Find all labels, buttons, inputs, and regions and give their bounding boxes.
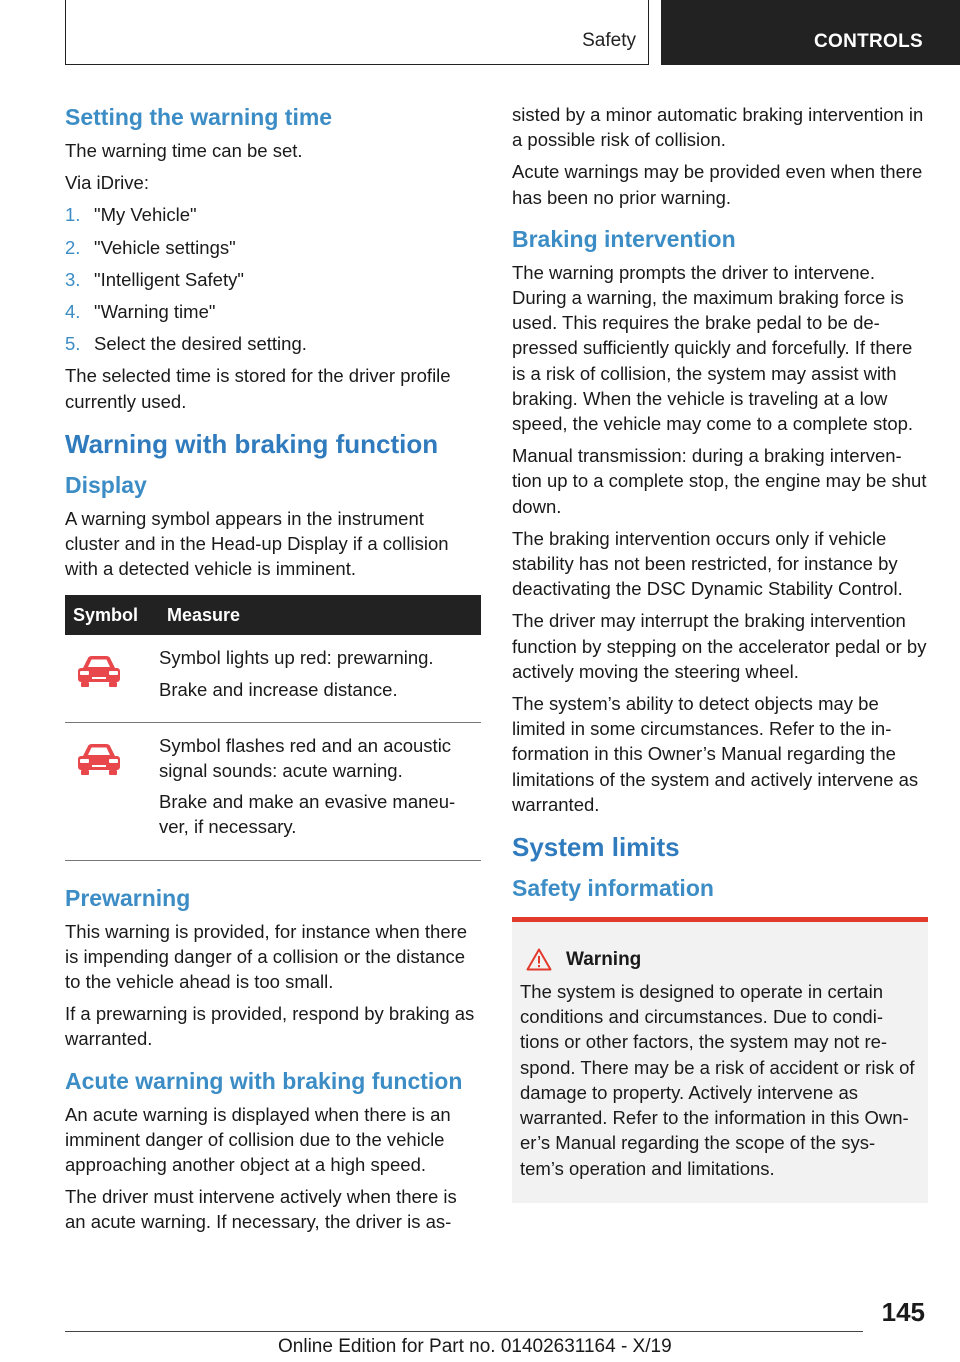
paragraph: sisted by a minor automatic braking intervention in a possible risk of collision.	[512, 104, 924, 151]
heading-setting-warning-time: Setting the warning time	[65, 104, 333, 130]
measure-text: Brake and make an evasive maneu‐ ver, if necessary.	[159, 791, 456, 838]
paragraph: Manual transmission: during a braking interven‐ tion up to a complete stop, the engine may be shut down.	[512, 445, 927, 517]
warning-triangle-icon	[526, 948, 552, 971]
heading-prewarning: Prewarning	[65, 884, 191, 911]
heading-display: Display	[65, 471, 147, 498]
car-front-icon	[75, 741, 123, 777]
heading-warning-braking-function: Warning with braking function	[65, 428, 439, 459]
paragraph: Via iDrive:	[65, 172, 149, 194]
list-item: 2. "Vehicle settings"	[65, 236, 236, 258]
list-item: 1. "My Vehicle"	[65, 204, 197, 226]
paragraph: The driver may interrupt the braking intervention function by stepping on the accelerator pedal or by actively moving the steering wheel.	[512, 610, 927, 682]
table-header-measure: Measure	[159, 595, 481, 635]
paragraph: The selected time is stored for the driver profile currently used.	[65, 365, 451, 412]
heading-system-limits: System limits	[512, 832, 680, 863]
paragraph: The warning prompts the driver to intervene. During a warning, the maximum braking force is used. This requires the brake pedal to be de‐ pressed sufficiently quickly and forcefully. If there is a risk of collision, the system may assist with braking. When the vehicle is traveling at a low speed, the vehicle may come to a complete stop.	[512, 261, 914, 435]
paragraph: The system’s ability to detect objects may be limited in some circumstances. Refer to the in‐ formation in this Owner’s Manual regarding the limitations of the system and actively intervene as warranted.	[512, 693, 919, 815]
paragraph: The warning time can be set.	[65, 140, 303, 161]
list-item: 4. "Warning time"	[65, 301, 216, 323]
paragraph: If a prewarning is provided, respond by braking as warranted.	[65, 1003, 475, 1050]
header-section-box	[65, 0, 649, 65]
list-item: 3. "Intelligent Safety"	[65, 268, 244, 290]
measure-text: Symbol lights up red: prewarning.	[159, 647, 434, 669]
heading-safety-information: Safety information	[512, 875, 714, 902]
table-row	[65, 722, 481, 860]
paragraph: This warning is provided, for instance when there is impending danger of a collision or the distance to the vehicle ahead is too small.	[65, 920, 468, 993]
car-front-icon	[75, 653, 123, 689]
header-chapter-title: CONTROLS	[814, 31, 924, 52]
warning-title: Warning	[566, 948, 642, 970]
list-item: 5. Select the desired setting.	[65, 333, 307, 355]
warning-box	[512, 917, 928, 1203]
table-header-symbol: Symbol	[65, 595, 159, 635]
right-column	[512, 102, 928, 1203]
page-number: 145	[881, 1297, 925, 1327]
paragraph: The braking intervention occurs only if vehicle stability has not been restricted, for instance by deactivating the DSC Dynamic Stability Control.	[512, 527, 903, 600]
paragraph: A warning symbol appears in the instrument cluster and in the Head-up Display if a collision with a detected vehicle is imminent.	[65, 507, 449, 580]
header-section-title: Safety	[582, 30, 636, 51]
paragraph: The driver must intervene actively when there is an acute warning. If necessary, the driver is as‐	[65, 1186, 457, 1233]
symbol-table	[65, 595, 481, 860]
measure-text: Symbol flashes red and an acoustic signal sounds: acute warning.	[159, 734, 452, 782]
table-row	[65, 635, 481, 722]
heading-braking-intervention: Braking intervention	[512, 225, 736, 252]
footer-divider	[65, 1331, 863, 1332]
warning-title-row	[520, 948, 920, 971]
paragraph: Acute warnings may be provided even when there has been no prior warning.	[512, 161, 923, 208]
idrive-steps-list	[65, 202, 481, 356]
header-chapter-tab	[661, 0, 960, 65]
measure-text: Brake and increase distance.	[159, 678, 398, 700]
footer-edition: Online Edition for Part no. 01402631164 - X/19	[278, 1336, 672, 1357]
warning-text: The system is designed to operate in certain conditions and circumstances. Due to condi‐ tions or other factors, the system may not re‐ spond. There may be a risk of accident or risk of damage to property. Actively intervene as warranted. Refer to the information in this Own‐ er’s Manual regarding the scope of the sys‐ tem’s operation and limitations.	[520, 981, 915, 1179]
paragraph: An acute warning is displayed when there is an imminent danger of collision due to the vehicle approaching another object at a high speed.	[65, 1103, 451, 1176]
heading-acute-warning: Acute warning with braking function	[65, 1067, 463, 1094]
left-column	[65, 102, 481, 1242]
